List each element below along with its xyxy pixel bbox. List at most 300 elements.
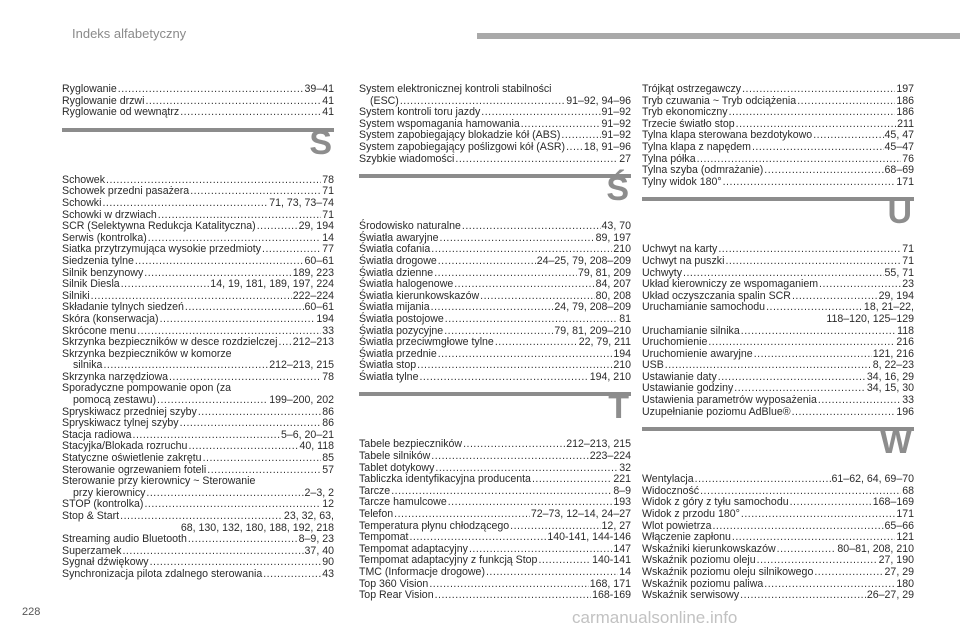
index-entry	[62, 383, 334, 406]
entry-text-continued: silnika	[73, 359, 103, 372]
entry-text: Światła przednie	[359, 347, 437, 360]
entry-row	[62, 198, 334, 210]
entry-pages: 5–6, 20–21	[280, 428, 334, 441]
section-divider	[642, 197, 914, 201]
section-header	[359, 383, 631, 439]
entry-text: Silnik benzynowy	[62, 266, 144, 279]
entry-text: Uchwyt na karty	[642, 243, 718, 256]
entry-dots	[431, 302, 554, 314]
entry-pages: 77	[322, 243, 334, 256]
entry-text: Ustawianie daty	[642, 370, 717, 383]
entry-dots	[429, 579, 588, 591]
entry-text: Silnik Diesla	[62, 278, 120, 291]
entry-text: Światła tylne	[359, 370, 419, 383]
entry-pages: 71	[902, 254, 914, 267]
entry-pages: 79, 81, 209–210	[554, 324, 631, 337]
entry-text: Światła postojowe	[359, 312, 444, 325]
entry-dots	[417, 360, 612, 372]
entry-pages: 33	[322, 324, 334, 337]
entry-dots	[742, 84, 895, 96]
index-entry	[642, 84, 914, 96]
entry-row	[359, 314, 631, 326]
entry-row	[642, 567, 914, 579]
entry-pages-continued: 68, 130, 132, 180, 188, 192, 218	[180, 521, 334, 534]
entry-text: Sterowanie ogrzewaniem foteli	[62, 463, 207, 476]
entry-pages: 29, 194	[878, 289, 914, 302]
index-entry	[642, 509, 914, 521]
index-column-1	[62, 84, 334, 581]
index-entry	[642, 165, 914, 177]
entry-row	[359, 337, 631, 349]
entry-pages: 34, 15, 30	[866, 382, 914, 395]
entry-text: Wskaźnik poziomu oleju silnikowego	[642, 566, 814, 578]
entry-dots	[394, 509, 530, 521]
entry-pages: 45, 47	[884, 129, 914, 142]
entry-pages: 140-141, 144-146	[547, 531, 631, 544]
entry-text: Tempomat adaptacyjny	[359, 542, 468, 555]
index-entry	[62, 279, 334, 291]
entry-text: Sygnał dźwiękowy	[62, 556, 149, 569]
entry-pages: 121, 216	[872, 347, 914, 360]
entry-pages: 210	[613, 359, 631, 372]
entry-text-continued: przy kierownicy	[73, 486, 146, 499]
entry-dots	[279, 337, 292, 349]
entry-text: Światła dzienne	[359, 266, 434, 279]
entry-text: Stacja radiowa	[62, 428, 132, 441]
entry-dots	[120, 511, 283, 523]
entry-text: Tarcze hamulcowe	[359, 496, 447, 509]
entry-row	[359, 451, 631, 463]
entry-pages: 33	[902, 394, 914, 407]
entry-dots	[718, 372, 866, 384]
entry-pages: 86	[322, 417, 334, 430]
entry-row	[62, 395, 334, 407]
entry-pages: 212–213, 215	[566, 438, 631, 451]
entry-row	[359, 567, 631, 579]
index-entry	[62, 198, 334, 210]
index-entry	[62, 84, 334, 96]
entry-dots	[462, 221, 601, 233]
entry-dots	[538, 555, 591, 567]
index-entry	[359, 451, 631, 463]
entry-pages: 221	[613, 473, 631, 486]
entry-row	[62, 337, 334, 349]
entry-text: Statyczne oświetlenie zakrętu	[62, 452, 202, 465]
index-entry	[62, 314, 334, 326]
entry-row	[62, 107, 334, 119]
entry-dots	[486, 567, 618, 579]
entry-pages: 186	[896, 106, 914, 119]
entry-dots	[434, 268, 577, 280]
entry-dots	[160, 314, 316, 326]
index-entry	[359, 256, 631, 268]
entry-dots	[818, 395, 901, 407]
entry-text: Tylna półka	[642, 152, 696, 165]
entry-pages: 78	[322, 370, 334, 383]
entry-text: Światła drogowe	[359, 254, 437, 267]
entry-row	[359, 142, 631, 154]
entry-row	[642, 279, 914, 291]
entry-text: USB	[642, 359, 664, 372]
entry-text: Skrócone menu	[62, 324, 137, 337]
index-entry	[642, 279, 914, 291]
entry-text: Ryglowanie	[62, 83, 117, 95]
section-divider	[62, 128, 334, 132]
entry-text: Schowek przedni pasażera	[62, 185, 190, 198]
entry-text: Streaming audio Bluetooth	[62, 533, 187, 546]
entry-text: Stop & Start	[62, 510, 120, 522]
entry-pages: 118	[897, 324, 914, 337]
index-entry	[642, 337, 914, 349]
entry-row	[359, 509, 631, 521]
entry-text: Tempomat	[359, 531, 409, 544]
entry-text: Spryskiwacz tylnej szyby	[62, 417, 179, 430]
index-entry	[62, 569, 334, 581]
entry-text: Skóra (konserwacja)	[62, 312, 159, 325]
entry-text-continued: (ESC)	[370, 94, 399, 107]
entry-pages: 39–41	[304, 83, 334, 95]
entry-row	[359, 590, 631, 602]
entry-dots	[419, 372, 588, 384]
entry-text: Tryb czuwania ~ Tryb odciążenia	[642, 94, 797, 107]
entry-row	[62, 221, 334, 233]
entry-text: Układ kierowniczy ze wspomaganiem	[642, 278, 819, 291]
entry-dots	[118, 84, 304, 96]
entry-pages: 91–92, 94–96	[566, 94, 631, 107]
entry-text: System zapobiegający blokadzie kół (ABS)	[359, 129, 561, 142]
entry-pages: 90	[322, 556, 334, 569]
entry-dots	[445, 314, 618, 326]
entry-pages: 84, 207	[595, 278, 631, 291]
entry-dots	[198, 407, 321, 419]
entry-dots	[777, 544, 837, 556]
entry-pages: 168–169	[872, 496, 914, 509]
entry-pages: 40, 118	[299, 440, 334, 453]
entry-text: Ustawianie godziny	[642, 382, 734, 395]
entry-text: Światła awaryjne	[359, 231, 439, 244]
entry-text: Tryb ekonomiczny	[642, 106, 728, 119]
index-column-3	[642, 84, 914, 602]
entry-pages: 140-141	[592, 554, 631, 567]
entry-text: Układ oczyszczania spalin SCR	[642, 289, 791, 302]
entry-row	[62, 84, 334, 96]
entry-row	[642, 84, 914, 96]
entry-dots	[752, 142, 884, 154]
entry-text: Światła przeciwmgłowe tylne	[359, 336, 494, 349]
entry-text: Tabele bezpieczników	[359, 438, 463, 451]
entry-row	[642, 590, 914, 602]
entry-text: Serwis (kontrolka)	[62, 231, 147, 244]
entry-pages: 29, 194	[298, 220, 334, 233]
entry-row	[642, 142, 914, 154]
entry-pages: 71	[322, 185, 334, 198]
entry-dots	[708, 337, 895, 349]
entry-pages: 186	[896, 94, 914, 107]
entry-text: Skrzynka narzędziowa	[62, 370, 168, 383]
entry-text: Ustawienia parametrów wyposażenia	[642, 394, 817, 407]
entry-dots	[754, 349, 872, 361]
entry-row	[62, 314, 334, 326]
entry-row	[359, 474, 631, 486]
index-entry	[359, 509, 631, 521]
entry-pages: 194	[316, 312, 334, 325]
entry-row	[642, 395, 914, 407]
index-entry	[359, 154, 631, 166]
entry-dots	[741, 509, 895, 521]
entry-pages: 41	[322, 106, 334, 119]
entry-pages: 80–81, 208, 210	[837, 542, 914, 555]
entry-text: STOP (kontrolka)	[62, 498, 144, 511]
entry-row	[642, 337, 914, 349]
entry-text: Tylna klapa sterowana bezdotykowo	[642, 129, 813, 142]
entry-dots	[257, 221, 298, 233]
entry-text: Widok z przodu 180°	[642, 508, 740, 521]
entry-text: System zapobiegający poślizgowi kół (ASR)	[359, 140, 566, 153]
entry-row	[642, 165, 914, 177]
entry-pages: 14, 19, 181, 189, 197, 224	[210, 278, 334, 291]
entry-text: Uruchamianie samochodu	[642, 301, 766, 314]
entry-text: Tabele silników	[359, 450, 431, 463]
entry-pages: 14	[619, 566, 631, 578]
entry-pages: 91–92	[601, 106, 631, 119]
entry-text: Widok z góry z tyłu samochodu	[642, 496, 789, 509]
section-header	[642, 418, 914, 474]
entry-row	[642, 177, 914, 189]
section-header	[642, 188, 914, 244]
entry-text: Wentylacja	[642, 473, 694, 486]
entry-dots	[729, 107, 896, 119]
entry-pages: 168, 171	[589, 577, 631, 590]
entry-pages: 89, 197	[595, 231, 631, 244]
entry-dots	[135, 256, 304, 268]
entry-dots	[203, 453, 322, 465]
entry-text: Uchwyt na puszki	[642, 254, 725, 267]
entry-pages: 37, 40	[304, 544, 334, 557]
entry-row	[642, 509, 914, 521]
entry-dots	[185, 302, 304, 314]
section-header	[62, 119, 334, 175]
entry-pages: 27, 29	[884, 566, 914, 578]
entry-text: Synchronizacja pilota zdalnego sterowania	[62, 567, 263, 580]
entry-dots	[764, 165, 883, 177]
entry-text: Wskaźniki kierunkowskazów	[642, 542, 776, 555]
entry-pages: 171	[896, 508, 914, 521]
entry-pages: 23	[902, 278, 914, 291]
entry-pages: 43, 70	[601, 220, 631, 233]
entry-pages: 27	[619, 152, 631, 165]
entry-pages: 189, 223	[292, 266, 334, 279]
entry-text: Telefon	[359, 508, 394, 521]
entry-pages: 45–47	[884, 140, 914, 153]
entry-pages: 27, 190	[878, 554, 914, 567]
entry-text: Top 360 Vision	[359, 577, 429, 590]
entry-pages: 24–25, 79, 208–209	[536, 254, 631, 267]
entry-dots	[122, 546, 303, 558]
entry-row	[359, 256, 631, 268]
entry-text: Światła stop	[359, 359, 417, 372]
entry-text: Wskaźnik poziomu paliwa	[642, 577, 764, 590]
entry-row	[62, 279, 334, 291]
entry-dots	[263, 569, 321, 581]
entry-pages: 85	[322, 452, 334, 465]
entry-pages: 14	[322, 231, 334, 244]
entry-dots	[790, 497, 872, 509]
entry-dots	[438, 349, 613, 361]
entry-pages: 71, 73, 73–74	[269, 196, 334, 209]
entry-dots	[463, 439, 565, 451]
entry-pages: 8–9	[613, 484, 631, 497]
entry-text: Wskaźnik poziomu oleju	[642, 554, 756, 567]
entry-text: Uzupełnianie poziomu AdBlue®	[642, 405, 791, 418]
index-entry	[62, 511, 334, 534]
entry-pages: 12	[322, 498, 334, 511]
entry-text: Sterowanie przy kierownicy ~ Sterowanie	[62, 475, 256, 488]
entry-row	[359, 279, 631, 291]
entry-pages: 68	[902, 484, 914, 497]
header-bar	[477, 33, 960, 39]
entry-pages: 41	[322, 94, 334, 107]
entry-pages: 43	[322, 567, 334, 580]
index-column-2	[359, 84, 631, 602]
entry-text: Składanie tylnych siedzeń	[62, 301, 184, 314]
entry-dots	[712, 521, 883, 533]
entry-row	[642, 407, 914, 419]
entry-row	[62, 511, 334, 523]
entry-row	[62, 569, 334, 581]
entry-pages: 79, 81, 209	[577, 266, 631, 279]
index-entry	[62, 337, 334, 349]
entry-text: Światła halogenowe	[359, 278, 454, 291]
entry-pages-continued: 118–120, 125–129	[826, 312, 914, 325]
section-letter: Ś	[606, 170, 629, 209]
entry-pages: 194	[613, 347, 631, 360]
entry-pages: 18, 21–22,	[863, 301, 914, 314]
entry-text: Ryglowanie drzwi	[62, 94, 145, 107]
entry-pages: 2–3, 2	[304, 486, 334, 499]
index-entry	[62, 453, 334, 465]
entry-text: Tylny widok 180°	[642, 175, 722, 188]
section-header	[359, 165, 631, 221]
entry-pages: 168-169	[592, 589, 631, 602]
index-entry	[62, 107, 334, 119]
entry-text: Schowek	[62, 173, 105, 186]
entry-pages: 71	[902, 243, 914, 256]
entry-text: Spryskiwacz przedniej szyby	[62, 405, 197, 418]
entry-text: Siedzenia tylne	[62, 254, 134, 267]
entry-text: Schowki	[62, 196, 102, 209]
entry-text: Sporadyczne pompowanie opon (za	[62, 382, 232, 395]
entry-text: Skrzynka bezpieczników w komorze	[62, 347, 232, 360]
entry-pages: 211	[897, 117, 914, 130]
entry-pages: 194, 210	[589, 370, 631, 383]
entry-row	[62, 256, 334, 268]
index-entry	[62, 349, 334, 372]
index-entry	[359, 474, 631, 486]
entry-text: System wspomagania hamowania	[359, 117, 520, 130]
entry-pages: 76	[902, 152, 914, 165]
entry-text: Uruchomienie	[642, 336, 708, 349]
entry-dots	[695, 474, 831, 486]
entry-pages: 199–200, 202	[269, 394, 334, 407]
entry-pages: 68–69	[884, 164, 914, 177]
entry-text: Stacyjka/Blokada rozruchu	[62, 440, 188, 453]
entry-pages: 65–66	[884, 519, 914, 532]
entry-pages: 197	[896, 83, 914, 95]
index-entry	[642, 590, 914, 602]
entry-dots	[718, 244, 901, 256]
entry-text: Środowisko naturalne	[359, 220, 461, 233]
header-title: Indeks alfabetyczny	[72, 26, 187, 41]
section-divider	[359, 174, 631, 178]
entry-text: SCR (Selektywna Redukcja Katalityczna)	[62, 220, 256, 233]
entry-text: Światła pozycyjne	[359, 324, 444, 337]
entry-text: Skrzynka bezpieczników w desce rozdzielczej	[62, 336, 278, 349]
entry-text: Szybkie wiadomości	[359, 152, 455, 165]
entry-text: Temperatura płynu chłodzącego	[359, 519, 510, 532]
entry-dots	[180, 107, 321, 119]
entry-pages: 212–213	[292, 336, 334, 349]
entry-text: Włączenie zapłonu	[642, 531, 731, 544]
entry-pages: 34, 16, 29	[866, 370, 914, 383]
section-divider	[359, 392, 631, 396]
index-entry	[642, 407, 914, 419]
entry-dots	[440, 233, 595, 245]
entry-dots	[819, 279, 901, 291]
entry-text: Światła cofania	[359, 243, 431, 256]
index-entry	[359, 567, 631, 579]
entry-pages: 196	[896, 405, 914, 418]
entry-pages: 72–73, 12–14, 24–27	[530, 508, 631, 521]
entry-pages: 212–213, 215	[269, 359, 334, 372]
entry-row	[359, 372, 631, 384]
index-entry	[62, 256, 334, 268]
entry-pages: 147	[613, 542, 631, 555]
page-number: 228	[22, 606, 41, 618]
entry-text: Trzecie światło stop	[642, 117, 735, 130]
entry-pages: 26–27, 29	[866, 589, 914, 602]
entry-dots	[814, 567, 883, 579]
watermark: carmanualsonline.info	[572, 608, 738, 627]
section-divider	[642, 427, 914, 431]
index-entry	[642, 177, 914, 189]
entry-pages: 8–9, 23	[298, 533, 334, 546]
entry-dots	[435, 590, 592, 602]
index-entry	[642, 302, 914, 325]
entry-dots	[813, 130, 883, 142]
entry-text: Tempomat adaptacyjny z funkcją Stop	[359, 554, 538, 567]
entry-pages: 60–61	[304, 301, 334, 314]
entry-text: Wskaźnik serwisowy	[642, 589, 740, 602]
index-entry	[642, 256, 914, 268]
entry-text: Trójkąt ostrzegawczy	[642, 83, 742, 95]
entry-dots	[146, 488, 303, 500]
entry-row	[359, 221, 631, 233]
entry-text: Tabliczka identyfikacyjna producenta	[359, 473, 531, 486]
entry-text: Tablet dotykowy	[359, 461, 435, 474]
entry-pages: 216	[896, 336, 914, 349]
entry-text: Schowki w drzwiach	[62, 208, 157, 221]
entry-pages: 171	[896, 175, 914, 188]
entry-pages: 193	[613, 496, 631, 509]
entry-pages: 78	[322, 173, 334, 186]
entry-pages: 121	[896, 531, 914, 544]
entry-dots	[431, 451, 589, 463]
section-letter: S	[309, 123, 332, 162]
index-entry	[359, 372, 631, 384]
entry-text: Uchwyty	[642, 266, 683, 279]
entry-pages: 91–92	[601, 117, 631, 130]
entry-pages: 223–224	[589, 450, 631, 463]
